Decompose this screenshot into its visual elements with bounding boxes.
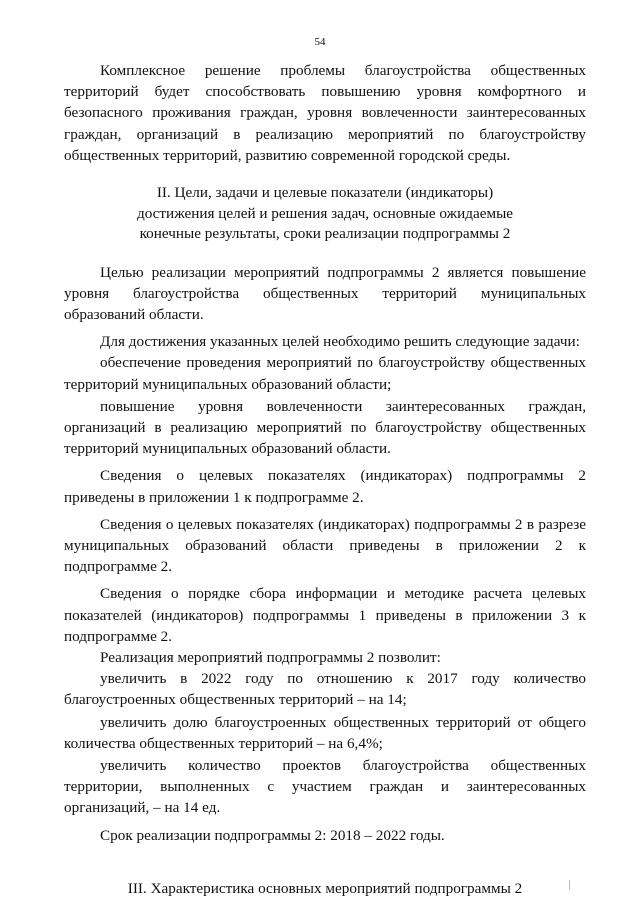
tasks-intro: Для достижения указанных целей необходимо решить следующие задачи: bbox=[100, 333, 580, 351]
result-item-1: увеличить в 2022 году по отношению к 2017 году количество благоустроенных общественных территорий – на 14; bbox=[64, 670, 586, 709]
section-2-heading-line-1: II. Цели, задачи и целевые показатели (индикаторы) bbox=[156, 184, 494, 202]
section-2-heading bbox=[64, 183, 586, 245]
term-paragraph: Срок реализации подпрограммы 2: 2018 – 2022 годы. bbox=[100, 826, 445, 844]
info-paragraph-1: Сведения о целевых показателях (индикаторах) подпрограммы 2 приведены в приложении 1 к подпрограмме 2. bbox=[64, 467, 586, 506]
section-3-heading: III. Характеристика основных мероприятий подпрограммы 2 bbox=[127, 879, 523, 897]
section-2-heading-line-3: конечные результаты, сроки реализации подпрограммы 2 bbox=[139, 225, 511, 243]
page-number: 54 bbox=[314, 36, 326, 48]
info-paragraph-2: Сведения о целевых показателях (индикаторах) подпрограммы 2 в разрезе муниципальных образований области приведены в приложении 2 к подпрограмме 2. bbox=[64, 515, 586, 576]
task-item-1: обеспечение проведения мероприятий по благоустройству общественных территорий муниципальных образований области; bbox=[64, 354, 586, 393]
task-item-2: повышение уровня вовлеченности заинтересованных граждан, организаций в реализацию мероприятий по благоустройству общественных территорий муниципальных образований области. bbox=[64, 397, 586, 458]
section-2-heading-line-2: достижения целей и решения задач, основные ожидаемые bbox=[136, 204, 514, 222]
document-body bbox=[64, 60, 586, 899]
info-paragraph-3: Сведения о порядке сбора информации и методике расчета целевых показателей (индикаторов) подпрограммы 1 приведены в приложении 3 к подпрограмме 2. bbox=[64, 585, 586, 645]
result-item-2: увеличить долю благоустроенных общественных территорий от общего количества общественных территорий – на 6,4%; bbox=[64, 713, 586, 752]
intro-paragraph: Комплексное решение проблемы благоустройства общественных территорий будет способствовать повышению уровня комфортного и безопасного проживания граждан, уровня вовлеченности заинтересованных граждан, организаций в реализацию мероприятий по благоустройству общественных территорий, развитию современной городской среды. bbox=[64, 62, 586, 164]
goal-paragraph: Целью реализации мероприятий подпрограммы 2 является повышение уровня благоустройства общественных территорий муниципальных образований области. bbox=[64, 263, 586, 323]
results-intro: Реализация мероприятий подпрограммы 2 позволит: bbox=[100, 648, 441, 666]
scan-mark bbox=[569, 880, 570, 890]
result-item-3: увеличить количество проектов благоустройства общественных территории, выполненных с участием граждан и заинтересованных организаций, – на 14 ед. bbox=[64, 756, 586, 817]
